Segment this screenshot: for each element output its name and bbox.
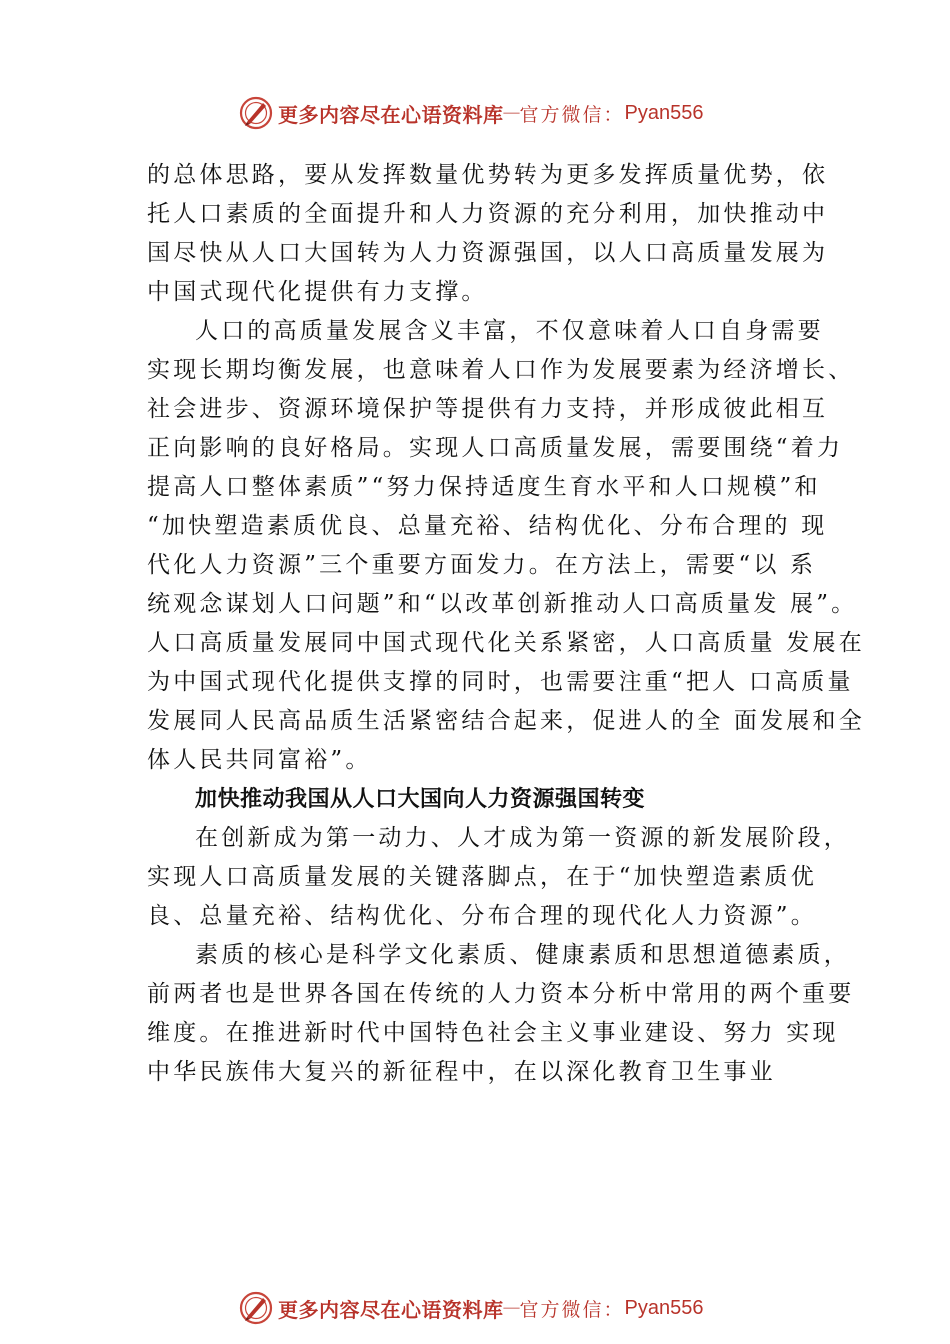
header-banner — [0, 93, 950, 133]
banner-wechat-id: Pyan556 — [624, 1296, 704, 1319]
banner-subtitle: 官方微信： — [519, 1298, 625, 1321]
paragraph-line: 实现人口高质量发展的关键落脚点，在于“加快塑造素质优 — [147, 864, 817, 890]
paragraph-line: 中国式现代化提供有力支撑。 — [147, 279, 488, 305]
banner-title: 更多内容尽在心语资料库 — [278, 1297, 504, 1322]
paragraph-line: 正向影响的良好格局。实现人口高质量发展，需要围绕“着力 — [147, 435, 844, 461]
paragraph-line: 发展同人民高品质生活紧密结合起来，促进人的全 面发展和全 — [147, 708, 865, 734]
paragraph-line: 国尽快从人口大国转为人力资源强国，以人口高质量发展为 — [147, 240, 829, 266]
paragraph-line: 实现长期均衡发展，也意味着人口作为发展要素为经济增长、 — [147, 357, 855, 383]
paragraph-line: 人口的高质量发展含义丰富，不仅意味着人口自身需要 — [195, 318, 824, 344]
footer-banner — [0, 1288, 950, 1328]
paragraph-line: 为中国式现代化提供支撑的同时，也需要注重“把人 口高质量 — [147, 669, 854, 695]
paragraph-line: 社会进步、资源环境保护等提供有力支持，并形成彼此相互 — [147, 396, 829, 422]
paragraph-line: 提高人口整体素质”“努力保持适度生育水平和人口规模”和 — [147, 474, 821, 500]
banner-dash: — — [503, 104, 520, 121]
paragraph-line: 素质的核心是科学文化素质、健康素质和思想道德素质， — [195, 942, 850, 968]
banner-wechat-id: Pyan556 — [624, 101, 704, 124]
banner-title: 更多内容尽在心语资料库 — [278, 102, 504, 127]
paragraph-line: 代化人力资源”三个重要方面发力。在方法上，需要“以 系 — [147, 552, 817, 578]
paragraph-line: 托人口素质的全面提升和人力资源的充分利用，加快推动中 — [147, 201, 829, 227]
paragraph-line: 的总体思路，要从发挥数量优势转为更多发挥质量优势，依 — [147, 162, 829, 188]
paragraph-line: 维度。在推进新时代中国特色社会主义事业建设、努力 实现 — [147, 1020, 839, 1046]
paragraph-line: 中华民族伟大复兴的新征程中，在以深化教育卫生事业 — [147, 1059, 776, 1085]
banner-subtitle: 官方微信： — [519, 103, 625, 126]
section-heading: 加快推动我国从人口大国向人力资源强国转变 — [195, 787, 646, 812]
paragraph-line: 统观念谋划人口问题”和“以改革创新推动人口高质量发 展”。 — [147, 591, 858, 617]
paragraph-line: 体人民共同富裕”。 — [147, 747, 372, 773]
paragraph-line: 前两者也是世界各国在传统的人力资本分析中常用的两个重要 — [147, 981, 855, 1007]
paragraph-line: 良、总量充裕、结构优化、分布合理的现代化人力资源”。 — [147, 903, 817, 929]
paragraph-line: 在创新成为第一动力、人才成为第一资源的新发展阶段， — [195, 825, 850, 851]
paragraph-line: 人口高质量发展同中国式现代化关系紧密，人口高质量 发展在 — [147, 630, 865, 656]
banner-dash: — — [503, 1299, 520, 1316]
pen-logo-icon — [238, 95, 274, 131]
paragraph-line: “加快塑造素质优良、总量充裕、结构优化、分布合理的 现 — [147, 513, 828, 539]
document-body — [147, 156, 865, 1092]
pen-logo-icon — [238, 1290, 274, 1326]
